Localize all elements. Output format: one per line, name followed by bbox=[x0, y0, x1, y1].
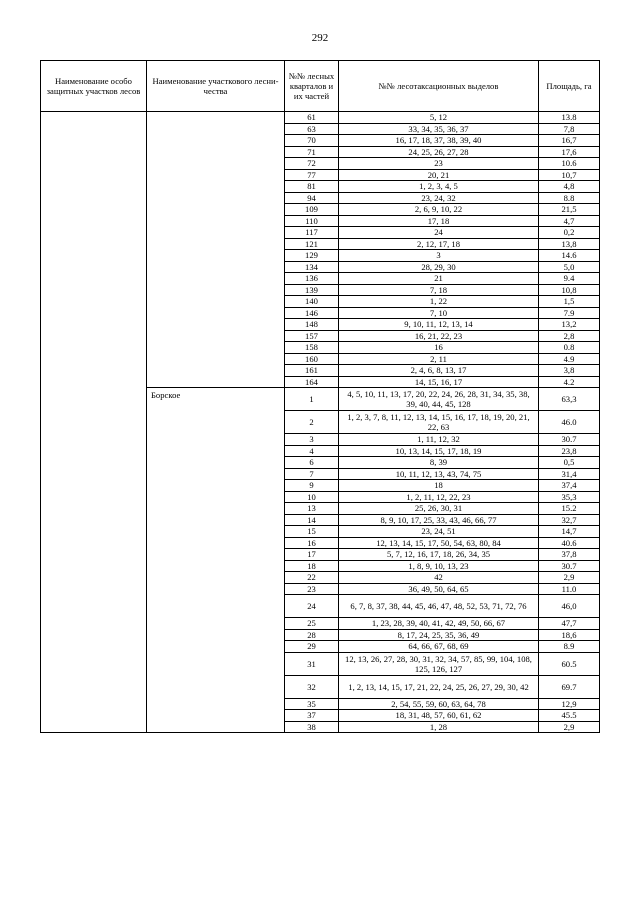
quarter-cell: 94 bbox=[285, 192, 339, 204]
quarter-cell: 25 bbox=[285, 618, 339, 630]
quarter-cell: 1 bbox=[285, 388, 339, 411]
quarter-cell: 157 bbox=[285, 330, 339, 342]
allotments-cell: 12, 13, 26, 27, 28, 30, 31, 32, 34, 57, 85, 99, 104, 108, 125, 126, 127 bbox=[339, 652, 539, 675]
forestry-cell bbox=[147, 112, 285, 388]
allotments-cell: 23, 24, 51 bbox=[339, 526, 539, 538]
area-cell: 4,8 bbox=[539, 181, 600, 193]
allotments-cell: 5, 12 bbox=[339, 112, 539, 124]
protected-area-cell bbox=[41, 112, 147, 733]
area-cell: 14,7 bbox=[539, 526, 600, 538]
quarter-cell: 109 bbox=[285, 204, 339, 216]
area-cell: 10,7 bbox=[539, 169, 600, 181]
allotments-cell: 36, 49, 50, 64, 65 bbox=[339, 583, 539, 595]
area-cell: 15.2 bbox=[539, 503, 600, 515]
area-cell: 5,0 bbox=[539, 261, 600, 273]
area-cell: 31,4 bbox=[539, 468, 600, 480]
area-cell: 17,6 bbox=[539, 146, 600, 158]
table-row bbox=[41, 112, 600, 124]
quarter-cell: 160 bbox=[285, 353, 339, 365]
area-cell: 10.6 bbox=[539, 158, 600, 170]
table-header-row bbox=[41, 61, 600, 112]
allotments-cell: 16 bbox=[339, 342, 539, 354]
allotments-cell: 8, 9, 10, 17, 25, 33, 43, 46, 66, 77 bbox=[339, 514, 539, 526]
area-cell: 0.8 bbox=[539, 342, 600, 354]
quarter-cell: 72 bbox=[285, 158, 339, 170]
area-cell: 8.9 bbox=[539, 641, 600, 653]
allotments-cell: 12, 13, 14, 15, 17, 50, 54, 63, 80, 84 bbox=[339, 537, 539, 549]
quarter-cell: 158 bbox=[285, 342, 339, 354]
quarter-cell: 22 bbox=[285, 572, 339, 584]
area-cell: 3,8 bbox=[539, 365, 600, 377]
header-forestry: Наименование участкового лесни-чества bbox=[147, 61, 285, 112]
allotments-cell: 2, 4, 6, 8, 13, 17 bbox=[339, 365, 539, 377]
quarter-cell: 2 bbox=[285, 411, 339, 434]
quarter-cell: 6 bbox=[285, 457, 339, 469]
area-cell: 0,5 bbox=[539, 457, 600, 469]
allotments-cell: 64, 66, 67, 68, 69 bbox=[339, 641, 539, 653]
area-cell: 7,8 bbox=[539, 123, 600, 135]
area-cell: 13.8 bbox=[539, 112, 600, 124]
quarter-cell: 37 bbox=[285, 710, 339, 722]
quarter-cell: 4 bbox=[285, 445, 339, 457]
allotments-cell: 24 bbox=[339, 227, 539, 239]
allotments-cell: 23, 24, 32 bbox=[339, 192, 539, 204]
area-cell: 32,7 bbox=[539, 514, 600, 526]
quarter-cell: 10 bbox=[285, 491, 339, 503]
allotments-cell: 16, 17, 18, 37, 38, 39, 40 bbox=[339, 135, 539, 147]
area-cell: 13,2 bbox=[539, 319, 600, 331]
allotments-cell: 1, 28 bbox=[339, 721, 539, 733]
area-cell: 37,8 bbox=[539, 549, 600, 561]
area-cell: 46,0 bbox=[539, 595, 600, 618]
area-cell: 8.8 bbox=[539, 192, 600, 204]
allotments-cell: 20, 21 bbox=[339, 169, 539, 181]
quarter-cell: 164 bbox=[285, 376, 339, 388]
area-cell: 23,8 bbox=[539, 445, 600, 457]
allotments-cell: 14, 15, 16, 17 bbox=[339, 376, 539, 388]
header-allotments: №№ лесотаксационных выделов bbox=[339, 61, 539, 112]
allotments-cell: 2, 12, 17, 18 bbox=[339, 238, 539, 250]
area-cell: 0,2 bbox=[539, 227, 600, 239]
allotments-cell: 23 bbox=[339, 158, 539, 170]
area-cell: 37,4 bbox=[539, 480, 600, 492]
quarter-cell: 16 bbox=[285, 537, 339, 549]
allotments-cell: 33, 34, 35, 36, 37 bbox=[339, 123, 539, 135]
forestry-name-borskoe: Борское bbox=[147, 388, 285, 733]
quarter-cell: 14 bbox=[285, 514, 339, 526]
allotments-cell: 1, 2, 3, 4, 5 bbox=[339, 181, 539, 193]
quarter-cell: 134 bbox=[285, 261, 339, 273]
quarter-cell: 61 bbox=[285, 112, 339, 124]
allotments-cell: 2, 54, 55, 59, 60, 63, 64, 78 bbox=[339, 698, 539, 710]
allotments-cell: 1, 8, 9, 10, 13, 23 bbox=[339, 560, 539, 572]
area-cell: 4.2 bbox=[539, 376, 600, 388]
quarter-cell: 17 bbox=[285, 549, 339, 561]
allotments-cell: 18 bbox=[339, 480, 539, 492]
quarter-cell: 9 bbox=[285, 480, 339, 492]
allotments-cell: 7, 10 bbox=[339, 307, 539, 319]
allotments-cell: 1, 2, 11, 12, 22, 23 bbox=[339, 491, 539, 503]
area-cell: 2,8 bbox=[539, 330, 600, 342]
area-cell: 21,5 bbox=[539, 204, 600, 216]
area-cell: 45.5 bbox=[539, 710, 600, 722]
quarter-cell: 81 bbox=[285, 181, 339, 193]
allotments-cell: 1, 22 bbox=[339, 296, 539, 308]
allotments-cell: 8, 39 bbox=[339, 457, 539, 469]
area-cell: 35,3 bbox=[539, 491, 600, 503]
allotments-cell: 4, 5, 10, 11, 13, 17, 20, 22, 24, 26, 28, 31, 34, 35, 38, 39, 40, 44, 45, 128 bbox=[339, 388, 539, 411]
quarter-cell: 71 bbox=[285, 146, 339, 158]
allotments-cell: 25, 26, 30, 31 bbox=[339, 503, 539, 515]
header-protected-area: Наименование особо защитных участков лесов bbox=[41, 61, 147, 112]
quarter-cell: 161 bbox=[285, 365, 339, 377]
area-cell: 9.4 bbox=[539, 273, 600, 285]
quarter-cell: 77 bbox=[285, 169, 339, 181]
area-cell: 7.9 bbox=[539, 307, 600, 319]
allotments-cell: 6, 7, 8, 37, 38, 44, 45, 46, 47, 48, 52, 53, 71, 72, 76 bbox=[339, 595, 539, 618]
area-cell: 60.5 bbox=[539, 652, 600, 675]
area-cell: 63,3 bbox=[539, 388, 600, 411]
allotments-cell: 7, 18 bbox=[339, 284, 539, 296]
allotments-cell: 1, 11, 12, 32 bbox=[339, 434, 539, 446]
area-cell: 46.0 bbox=[539, 411, 600, 434]
area-cell: 10,8 bbox=[539, 284, 600, 296]
allotments-cell: 18, 31, 48, 57, 60, 61, 62 bbox=[339, 710, 539, 722]
allotments-cell: 42 bbox=[339, 572, 539, 584]
area-cell: 40.6 bbox=[539, 537, 600, 549]
allotments-cell: 2, 6, 9, 10, 22 bbox=[339, 204, 539, 216]
quarter-cell: 23 bbox=[285, 583, 339, 595]
quarter-cell: 110 bbox=[285, 215, 339, 227]
forest-plots-table bbox=[40, 60, 600, 733]
allotments-cell: 17, 18 bbox=[339, 215, 539, 227]
quarter-cell: 32 bbox=[285, 675, 339, 698]
area-cell: 13,8 bbox=[539, 238, 600, 250]
allotments-cell: 28, 29, 30 bbox=[339, 261, 539, 273]
allotments-cell: 10, 11, 12, 13, 43, 74, 75 bbox=[339, 468, 539, 480]
quarter-cell: 3 bbox=[285, 434, 339, 446]
quarter-cell: 129 bbox=[285, 250, 339, 262]
allotments-cell: 2, 11 bbox=[339, 353, 539, 365]
quarter-cell: 35 bbox=[285, 698, 339, 710]
quarter-cell: 121 bbox=[285, 238, 339, 250]
allotments-cell: 10, 13, 14, 15, 17, 18, 19 bbox=[339, 445, 539, 457]
area-cell: 1,5 bbox=[539, 296, 600, 308]
area-cell: 2,9 bbox=[539, 721, 600, 733]
header-quarters: №№ лесных кварталов и их частей bbox=[285, 61, 339, 112]
area-cell: 16,7 bbox=[539, 135, 600, 147]
area-cell: 18,6 bbox=[539, 629, 600, 641]
allotments-cell: 5, 7, 12, 16, 17, 18, 26, 34, 35 bbox=[339, 549, 539, 561]
area-cell: 12,9 bbox=[539, 698, 600, 710]
quarter-cell: 139 bbox=[285, 284, 339, 296]
quarter-cell: 70 bbox=[285, 135, 339, 147]
quarter-cell: 28 bbox=[285, 629, 339, 641]
area-cell: 2,9 bbox=[539, 572, 600, 584]
area-cell: 30.7 bbox=[539, 560, 600, 572]
quarter-cell: 63 bbox=[285, 123, 339, 135]
area-cell: 4,7 bbox=[539, 215, 600, 227]
area-cell: 69.7 bbox=[539, 675, 600, 698]
quarter-cell: 15 bbox=[285, 526, 339, 538]
allotments-cell: 1, 23, 28, 39, 40, 41, 42, 49, 50, 66, 67 bbox=[339, 618, 539, 630]
area-cell: 47,7 bbox=[539, 618, 600, 630]
quarter-cell: 13 bbox=[285, 503, 339, 515]
area-cell: 4.9 bbox=[539, 353, 600, 365]
area-cell: 14.6 bbox=[539, 250, 600, 262]
quarter-cell: 18 bbox=[285, 560, 339, 572]
quarter-cell: 117 bbox=[285, 227, 339, 239]
quarter-cell: 136 bbox=[285, 273, 339, 285]
quarter-cell: 148 bbox=[285, 319, 339, 331]
allotments-cell: 9, 10, 11, 12, 13, 14 bbox=[339, 319, 539, 331]
quarter-cell: 146 bbox=[285, 307, 339, 319]
allotments-cell: 16, 21, 22, 23 bbox=[339, 330, 539, 342]
allotments-cell: 24, 25, 26, 27, 28 bbox=[339, 146, 539, 158]
allotments-cell: 1, 2, 3, 7, 8, 11, 12, 13, 14, 15, 16, 17, 18, 19, 20, 21, 22, 63 bbox=[339, 411, 539, 434]
quarter-cell: 24 bbox=[285, 595, 339, 618]
quarter-cell: 31 bbox=[285, 652, 339, 675]
area-cell: 11.0 bbox=[539, 583, 600, 595]
quarter-cell: 29 bbox=[285, 641, 339, 653]
allotments-cell: 3 bbox=[339, 250, 539, 262]
area-cell: 30.7 bbox=[539, 434, 600, 446]
quarter-cell: 38 bbox=[285, 721, 339, 733]
quarter-cell: 140 bbox=[285, 296, 339, 308]
allotments-cell: 8, 17, 24, 25, 35, 36, 49 bbox=[339, 629, 539, 641]
allotments-cell: 21 bbox=[339, 273, 539, 285]
page-number: 292 bbox=[311, 32, 329, 44]
header-area: Площадь, га bbox=[539, 61, 600, 112]
allotments-cell: 1, 2, 13, 14, 15, 17, 21, 22, 24, 25, 26, 27, 29, 30, 42 bbox=[339, 675, 539, 698]
quarter-cell: 7 bbox=[285, 468, 339, 480]
